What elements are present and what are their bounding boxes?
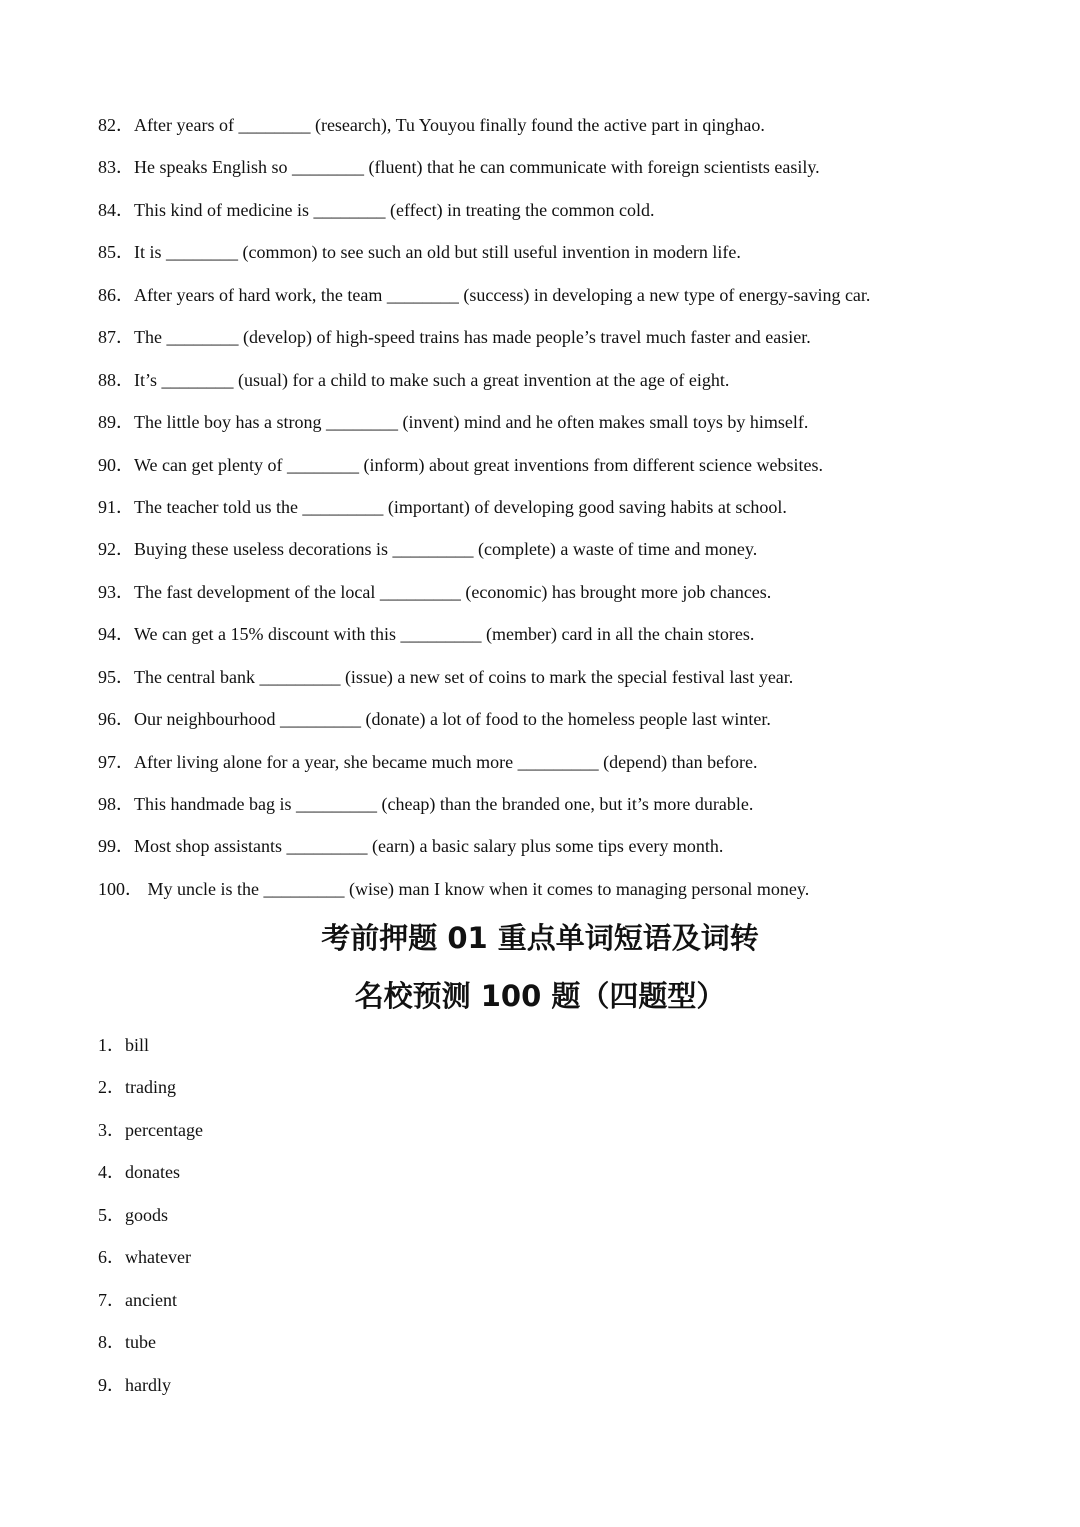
answer-number: 9． bbox=[98, 1374, 125, 1395]
question-item bbox=[98, 323, 998, 365]
question-item bbox=[98, 663, 998, 705]
question-number: 89． bbox=[98, 412, 134, 433]
question-number: 82． bbox=[98, 115, 134, 135]
question-number: 95． bbox=[98, 666, 134, 687]
question-text: My uncle is the _________ (wise) man I know when it comes to managing personal money. bbox=[143, 878, 810, 899]
question-item bbox=[98, 366, 998, 408]
question-text: This kind of medicine is ________ (effect) in treating the common cold. bbox=[134, 199, 655, 220]
question-number: 92． bbox=[98, 539, 134, 560]
question-number: 91． bbox=[98, 496, 134, 517]
question-text: We can get plenty of ________ (inform) about great inventions from different science websites. bbox=[134, 454, 824, 475]
question-number: 88． bbox=[98, 369, 134, 390]
question-item bbox=[98, 748, 998, 790]
question-text: The little boy has a strong ________ (invent) mind and he often makes small toys by himself. bbox=[134, 412, 809, 433]
answer-text: whatever bbox=[125, 1247, 191, 1268]
question-text: The teacher told us the _________ (important) of developing good saving habits at school. bbox=[134, 496, 787, 517]
question-text: The ________ (develop) of high-speed trains has made people’s travel much faster and easier. bbox=[134, 327, 811, 348]
answer-item bbox=[98, 1158, 698, 1200]
question-number: 93． bbox=[98, 581, 134, 602]
answer-item bbox=[98, 1031, 698, 1073]
answer-text: bill bbox=[125, 1035, 150, 1055]
question-text: The central bank _________ (issue) a new set of coins to mark the special festival last year. bbox=[134, 666, 794, 687]
answer-item bbox=[98, 1371, 698, 1413]
question-item bbox=[98, 111, 998, 153]
question-text: We can get a 15% discount with this _________ (member) card in all the chain stores. bbox=[134, 624, 755, 645]
question-item bbox=[98, 493, 998, 535]
question-item bbox=[98, 196, 998, 238]
answer-number: 7． bbox=[98, 1289, 125, 1310]
answer-item bbox=[98, 1243, 698, 1285]
question-item bbox=[98, 535, 998, 577]
answer-number: 8． bbox=[98, 1332, 125, 1353]
answer-number: 5． bbox=[98, 1204, 125, 1225]
question-item bbox=[98, 153, 998, 195]
answer-number: 1． bbox=[98, 1035, 125, 1055]
answer-text: hardly bbox=[125, 1374, 171, 1395]
question-number: 99． bbox=[98, 836, 134, 857]
question-number: 86． bbox=[98, 284, 134, 305]
answer-item bbox=[98, 1286, 698, 1328]
question-number: 94． bbox=[98, 624, 134, 645]
heading-title: 考前押题 01 重点单词短语及词转 bbox=[321, 921, 759, 955]
answer-item bbox=[98, 1201, 698, 1243]
question-item bbox=[98, 620, 998, 662]
question-item bbox=[98, 705, 998, 747]
question-text: Most shop assistants _________ (earn) a basic salary plus some tips every month. bbox=[134, 836, 724, 857]
question-number: 96． bbox=[98, 709, 134, 730]
question-text: This handmade bag is _________ (cheap) than the branded one, but it’s more durable. bbox=[134, 794, 754, 814]
question-item bbox=[98, 832, 998, 874]
answer-text: ancient bbox=[125, 1289, 177, 1310]
question-item bbox=[98, 578, 998, 620]
answer-number: 6． bbox=[98, 1247, 125, 1268]
question-text: He speaks English so ________ (fluent) that he can communicate with foreign scientists easily. bbox=[134, 157, 820, 178]
question-number: 87． bbox=[98, 327, 134, 348]
question-number: 85． bbox=[98, 242, 134, 263]
question-number: 100． bbox=[98, 878, 143, 899]
question-text: Buying these useless decorations is _________ (complete) a waste of time and money. bbox=[134, 539, 758, 560]
question-number: 90． bbox=[98, 454, 134, 475]
question-text: Our neighbourhood _________ (donate) a lot of food to the homeless people last winter. bbox=[134, 709, 771, 730]
question-text: After years of ________ (research), Tu Youyou finally found the active part in qinghao. bbox=[134, 115, 765, 135]
answer-list bbox=[98, 1031, 698, 1413]
question-item bbox=[98, 875, 998, 917]
question-text: It’s ________ (usual) for a child to make such a great invention at the age of eight. bbox=[134, 369, 730, 390]
question-item bbox=[98, 281, 998, 323]
question-number: 97． bbox=[98, 751, 134, 772]
answer-item bbox=[98, 1073, 698, 1115]
section-heading bbox=[0, 916, 1080, 1032]
answer-text: trading bbox=[125, 1077, 176, 1098]
answer-item bbox=[98, 1116, 698, 1158]
question-number: 83． bbox=[98, 157, 134, 178]
question-number: 98． bbox=[98, 794, 134, 814]
question-item bbox=[98, 238, 998, 280]
question-item bbox=[98, 451, 998, 493]
answer-text: goods bbox=[125, 1204, 169, 1225]
question-text: It is ________ (common) to see such an old but still useful invention in modern life. bbox=[134, 242, 741, 263]
answer-text: donates bbox=[125, 1162, 180, 1183]
question-item bbox=[98, 408, 998, 450]
question-item bbox=[98, 790, 998, 832]
question-text: The fast development of the local _________ (economic) has brought more job chances. bbox=[134, 581, 772, 602]
answer-number: 2． bbox=[98, 1077, 125, 1098]
question-number: 84． bbox=[98, 199, 134, 220]
answer-text: tube bbox=[125, 1332, 156, 1353]
answer-item bbox=[98, 1328, 698, 1370]
answer-number: 4． bbox=[98, 1162, 125, 1183]
question-text: After years of hard work, the team ________ (success) in developing a new type of energy-saving car. bbox=[134, 284, 871, 305]
answer-number: 3． bbox=[98, 1119, 125, 1140]
question-list bbox=[98, 111, 998, 917]
heading-subtitle: 名校预测 100 题（四题型） bbox=[354, 979, 726, 1013]
question-text: After living alone for a year, she became much more _________ (depend) than before. bbox=[134, 751, 758, 772]
answer-text: percentage bbox=[125, 1119, 203, 1140]
